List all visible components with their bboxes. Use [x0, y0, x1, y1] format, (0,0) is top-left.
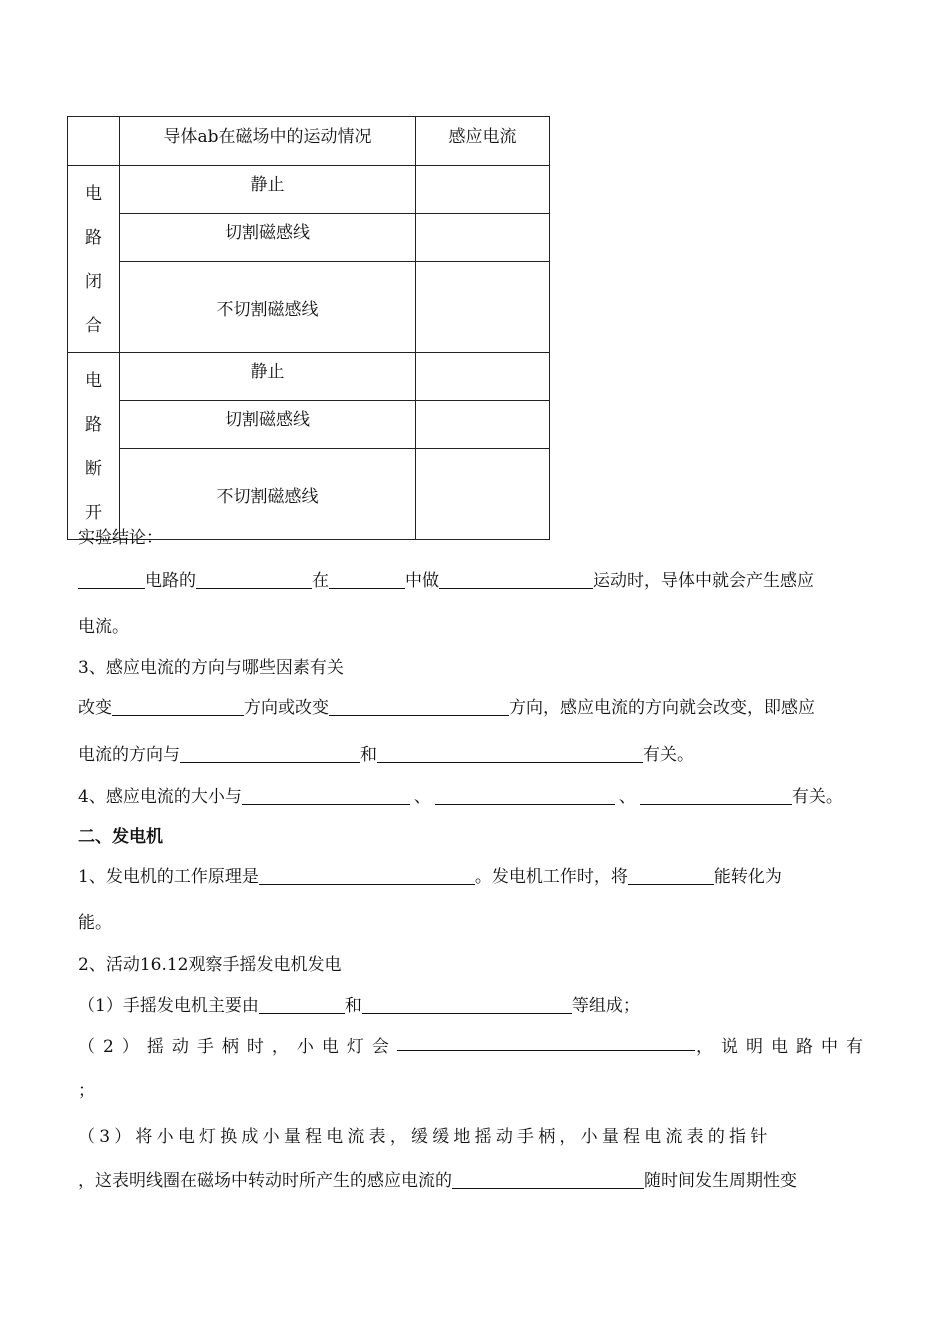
fill-blank[interactable] — [329, 570, 405, 589]
open-row-not-cutting: 不切割磁感线 — [120, 449, 416, 540]
group-closed-label: 电 路 闭 合 — [68, 166, 120, 353]
fill-blank[interactable] — [259, 866, 475, 885]
generator-q1-continued: 能。 — [78, 913, 112, 933]
generator-q1: 1、发电机的工作原理是 。发电机工作时，将 能转化为 — [78, 867, 782, 887]
table-row — [68, 262, 550, 353]
answer-cell[interactable] — [416, 353, 550, 401]
closed-row-not-cutting: 不切割磁感线 — [120, 262, 416, 353]
fill-blank[interactable] — [112, 697, 244, 716]
fill-blank[interactable] — [196, 570, 312, 589]
open-row-static: 静止 — [120, 353, 416, 401]
fill-blank[interactable] — [435, 786, 615, 805]
header-motion: 导体ab在磁场中的运动情况 — [120, 117, 416, 166]
question-4: 4、感应电流的大小与 、 、 有关。 — [78, 787, 843, 807]
generator-q2-2-end: ； — [78, 1081, 95, 1101]
fill-blank[interactable] — [439, 570, 593, 589]
fill-blank[interactable] — [259, 995, 345, 1014]
section-heading-generator: 二、发电机 — [78, 827, 163, 847]
fill-blank[interactable] — [362, 995, 572, 1014]
generator-q2-3: （3）将小电灯换成小量程电流表，缓缓地摇动手柄，小量程电流表的指针 — [78, 1127, 772, 1147]
generator-q2-title: 2、活动16.12观察手摇发电机发电 — [78, 955, 342, 975]
question-3-line-1: 改变 方向或改变 方向，感应电流的方向就会改变，即感应 — [78, 698, 815, 718]
answer-cell[interactable] — [416, 214, 550, 262]
conclusion-continued: 电流。 — [78, 617, 129, 637]
table-header-row — [68, 117, 550, 166]
table-row — [68, 166, 550, 214]
fill-blank[interactable] — [397, 1032, 695, 1051]
table-row — [68, 401, 550, 449]
fill-blank[interactable] — [452, 1170, 644, 1189]
question-3-line-2: 电流的方向与 和 有关。 — [78, 745, 694, 765]
group-open-label: 电 路 断 开 — [68, 353, 120, 540]
fill-blank[interactable] — [329, 697, 509, 716]
fill-blank[interactable] — [242, 786, 410, 805]
experiment-table — [67, 116, 550, 540]
table-row — [68, 353, 550, 401]
fill-blank[interactable] — [628, 866, 714, 885]
conclusion-label: 实验结论： — [78, 528, 163, 548]
answer-cell[interactable] — [416, 449, 550, 540]
table-row — [68, 214, 550, 262]
fill-blank[interactable] — [78, 570, 145, 589]
generator-q2-3-continued: ，这表明线圈在磁场中转动时所产生的感应电流的 随时间发生周期性变 — [78, 1171, 797, 1191]
open-row-cutting: 切割磁感线 — [120, 401, 416, 449]
fill-blank[interactable] — [180, 744, 360, 763]
fill-blank[interactable] — [640, 786, 792, 805]
fill-blank[interactable] — [377, 744, 643, 763]
closed-row-cutting: 切割磁感线 — [120, 214, 416, 262]
header-corner-cell — [68, 117, 120, 166]
conclusion-sentence: 电路的 在 中做 运动时，导体中就会产生感应 — [78, 566, 814, 591]
answer-cell[interactable] — [416, 401, 550, 449]
closed-row-static: 静止 — [120, 166, 416, 214]
question-3-title: 3、感应电流的方向与哪些因素有关 — [78, 658, 344, 678]
header-current: 感应电流 — [416, 117, 550, 166]
generator-q2-2: （2）摇动手柄时，小电灯会 ，说明电路中有 — [78, 1032, 871, 1057]
answer-cell[interactable] — [416, 262, 550, 353]
generator-q2-1: （1）手摇发电机主要由 和 等组成； — [78, 996, 640, 1016]
answer-cell[interactable] — [416, 166, 550, 214]
